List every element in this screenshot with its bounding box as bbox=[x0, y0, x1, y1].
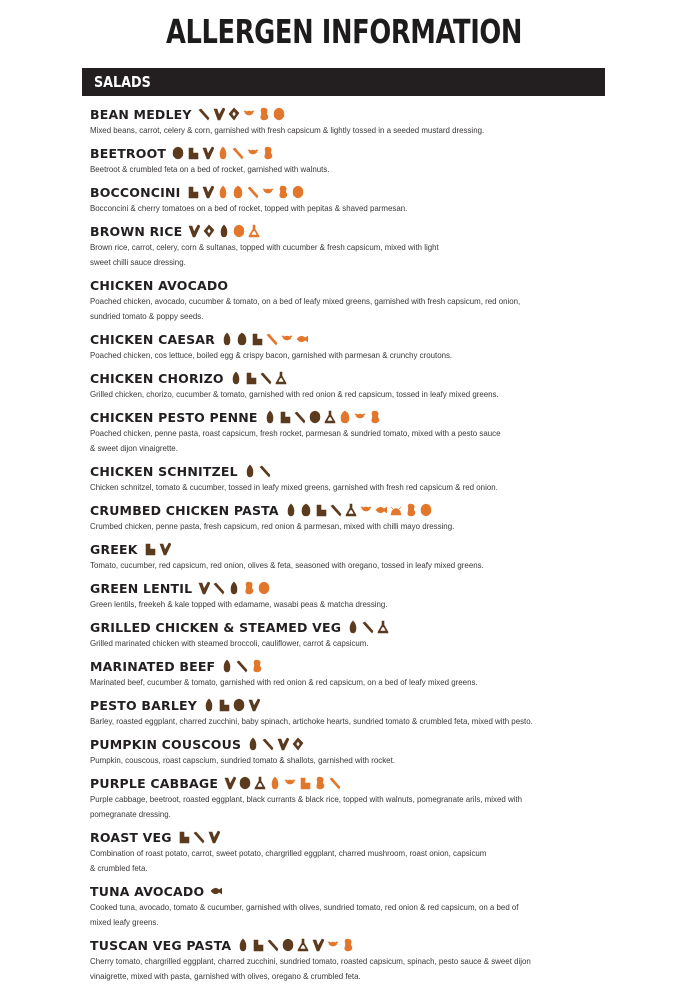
crustacean-icon bbox=[354, 410, 366, 424]
allergen-icons bbox=[172, 146, 274, 160]
nut-icon bbox=[258, 581, 270, 595]
menu-item-name: PESTO BARLEY bbox=[90, 697, 197, 713]
egg-icon bbox=[232, 185, 244, 199]
mustard-icon bbox=[377, 620, 389, 634]
allergen-icons bbox=[188, 224, 260, 238]
menu-item-description: Mixed beans, carrot, celery & corn, garnished with fresh capsicum & lightly tossed in a seeded mustard dressing. bbox=[90, 125, 485, 135]
menu-item bbox=[90, 144, 610, 177]
nut-icon bbox=[420, 503, 432, 517]
milk-icon bbox=[279, 410, 291, 424]
menu-item-description: Barley, roasted eggplant, charred zucchini, baby spinach, artichoke hearts, sundried tomato & crumbled feta, mixed with pesto. bbox=[90, 716, 533, 726]
milk-icon bbox=[252, 938, 264, 952]
menu-item-header bbox=[90, 735, 610, 753]
peanut-icon bbox=[251, 659, 263, 673]
wheat-icon bbox=[269, 776, 281, 790]
peanut-icon bbox=[262, 146, 274, 160]
menu-item-name: CHICKEN PESTO PENNE bbox=[90, 409, 258, 425]
menu-item-header bbox=[90, 774, 610, 792]
wheat-icon bbox=[217, 146, 229, 160]
celery-icon bbox=[294, 410, 306, 424]
menu-item-name: PURPLE CABBAGE bbox=[90, 775, 219, 791]
wheat-icon bbox=[221, 332, 233, 346]
menu-item-header bbox=[90, 936, 610, 954]
menu-item-description: Grilled marinated chicken with steamed broccoli, cauliflower, carrot & capsicum. bbox=[90, 638, 369, 648]
menu-item-header bbox=[90, 882, 610, 900]
wheat-icon bbox=[247, 737, 259, 751]
celery-icon bbox=[266, 332, 278, 346]
wheat-icon bbox=[244, 464, 256, 478]
fish-icon bbox=[210, 884, 222, 898]
menu-item-name: GREEK bbox=[90, 541, 138, 557]
page-title: ALLERGEN INFORMATION bbox=[165, 12, 523, 51]
menu-item-name: BEETROOT bbox=[90, 145, 167, 161]
egg-icon bbox=[236, 332, 248, 346]
wheat-icon bbox=[217, 185, 229, 199]
allergen-icons bbox=[178, 830, 220, 844]
celery-icon bbox=[193, 830, 205, 844]
menu-item-name: GRILLED CHICKEN & STEAMED VEG bbox=[90, 619, 342, 635]
celery-icon bbox=[262, 737, 274, 751]
menu-item-description: Cherry tomato, chargrilled eggplant, charred zucchini, sundried tomato, roasted capsicum, spinach, pesto sauce & sweet dijon vinaigrette, mixed with pasta, garnished with olives, oregano & crumbled feta. bbox=[90, 956, 531, 981]
menu-item bbox=[90, 330, 610, 363]
allergen-icons bbox=[247, 737, 304, 751]
leaf-icon bbox=[312, 938, 324, 952]
menu-item bbox=[90, 828, 610, 876]
crustacean-icon bbox=[284, 776, 296, 790]
wheat-icon bbox=[203, 698, 215, 712]
mustard-icon bbox=[275, 371, 287, 385]
menu-item-header bbox=[90, 618, 610, 636]
nut-icon bbox=[273, 107, 285, 121]
milk-icon bbox=[187, 146, 199, 160]
leaf-icon bbox=[277, 737, 289, 751]
menu-item bbox=[90, 408, 610, 456]
lupin-icon bbox=[203, 224, 215, 238]
celery-icon bbox=[330, 503, 342, 517]
allergen-icons bbox=[221, 332, 308, 346]
menu-item-description: Pumpkin, couscous, roast capscium, sundried tomato & shallots, garnished with rocket. bbox=[90, 755, 395, 765]
leaf-icon bbox=[202, 146, 214, 160]
allergen-icons bbox=[187, 185, 304, 199]
allergen-icons bbox=[144, 542, 171, 556]
crustacean-icon bbox=[360, 503, 372, 517]
allergen-icons bbox=[237, 938, 354, 952]
menu-item bbox=[90, 369, 610, 402]
peanut-icon bbox=[405, 503, 417, 517]
wheat-icon bbox=[285, 503, 297, 517]
section-header-salads bbox=[82, 68, 605, 96]
menu-item-description: Poached chicken, cos lettuce, boiled egg & crispy bacon, garnished with parmesan & crunchy croutons. bbox=[90, 350, 453, 360]
leaf-icon bbox=[159, 542, 171, 556]
menu-item bbox=[90, 657, 610, 690]
milk-icon bbox=[144, 542, 156, 556]
menu-item-name: GREEN LENTIL bbox=[90, 580, 193, 596]
allergen-icons bbox=[221, 659, 263, 673]
menu-item-name: CHICKEN CAESAR bbox=[90, 331, 215, 347]
milk-icon bbox=[299, 776, 311, 790]
menu-item-description: Combination of roast potato, carrot, sweet potato, chargrilled eggplant, charred mushroom, roast onion, capsicum & crumbled feta. bbox=[90, 848, 487, 873]
menu-item-header bbox=[90, 579, 610, 597]
wheat-icon bbox=[230, 371, 242, 385]
leaf-icon bbox=[213, 107, 225, 121]
lupin-icon bbox=[292, 737, 304, 751]
menu-item-header bbox=[90, 276, 610, 294]
peanut-icon bbox=[243, 581, 255, 595]
leaf-icon bbox=[224, 776, 236, 790]
allergen-icons bbox=[285, 503, 432, 517]
allergen-icons bbox=[264, 410, 381, 424]
menu-item bbox=[90, 735, 610, 768]
menu-item-header bbox=[90, 183, 610, 201]
wheat-icon bbox=[237, 938, 249, 952]
menu-item-header bbox=[90, 540, 610, 558]
celery-icon bbox=[260, 371, 272, 385]
leaf-icon bbox=[248, 698, 260, 712]
menu-item-name: MARINATED BEEF bbox=[90, 658, 216, 674]
celery-icon bbox=[362, 620, 374, 634]
menu-item-header bbox=[90, 408, 610, 426]
menu-item-description: Green lentils, freekeh & kale topped with edamame, wasabi peas & matcha dressing. bbox=[90, 599, 388, 609]
menu-item bbox=[90, 105, 610, 138]
milk-icon bbox=[178, 830, 190, 844]
fish-icon bbox=[375, 503, 387, 517]
menu-item-header bbox=[90, 105, 610, 123]
menu-item bbox=[90, 501, 610, 534]
section-title: SALADS bbox=[94, 73, 151, 91]
menu-item-name: BEAN MEDLEY bbox=[90, 106, 192, 122]
celery-icon bbox=[329, 776, 341, 790]
leaf-icon bbox=[202, 185, 214, 199]
wheat-icon bbox=[264, 410, 276, 424]
wheat-icon bbox=[218, 224, 230, 238]
menu-item bbox=[90, 774, 610, 822]
nut-icon bbox=[309, 410, 321, 424]
menu-item-list bbox=[90, 105, 610, 990]
menu-item-description: Poached chicken, penne pasta, roast capsicum, fresh rocket, parmesan & sundried tomato, mixed with a pesto sauce & sweet dijon vinaigrette. bbox=[90, 428, 501, 453]
crustacean-icon bbox=[243, 107, 255, 121]
menu-item-header bbox=[90, 330, 610, 348]
leaf-icon bbox=[208, 830, 220, 844]
menu-item-name: BOCCONCINI bbox=[90, 184, 181, 200]
crab-icon bbox=[390, 503, 402, 517]
menu-item bbox=[90, 462, 610, 495]
crustacean-icon bbox=[262, 185, 274, 199]
nut-icon bbox=[239, 776, 251, 790]
allergen-icons bbox=[347, 620, 389, 634]
menu-item-description: Chicken schnitzel, tomato & cucumber, tossed in leafy mixed greens, garnished with fresh red capsicum & red onion. bbox=[90, 482, 498, 492]
menu-item bbox=[90, 579, 610, 612]
celery-icon bbox=[232, 146, 244, 160]
peanut-icon bbox=[277, 185, 289, 199]
crustacean-icon bbox=[281, 332, 293, 346]
leaf-icon bbox=[198, 581, 210, 595]
milk-icon bbox=[245, 371, 257, 385]
menu-item bbox=[90, 618, 610, 651]
milk-icon bbox=[251, 332, 263, 346]
egg-icon bbox=[300, 503, 312, 517]
nut-icon bbox=[292, 185, 304, 199]
mustard-icon bbox=[248, 224, 260, 238]
menu-item-header bbox=[90, 828, 610, 846]
crustacean-icon bbox=[327, 938, 339, 952]
menu-item bbox=[90, 540, 610, 573]
leaf-icon bbox=[188, 224, 200, 238]
menu-item-header bbox=[90, 657, 610, 675]
menu-item-name: ROAST VEG bbox=[90, 829, 172, 845]
menu-item-name: CHICKEN CHORIZO bbox=[90, 370, 224, 386]
menu-item-name: TUNA AVOCADO bbox=[90, 883, 205, 899]
allergen-icons bbox=[203, 698, 260, 712]
menu-item-description: Cooked tuna, avocado, tomato & cucumber, garnished with olives, sundried tomato, red onion & red capsicum, on a bed of mixed leafy greens. bbox=[90, 902, 519, 927]
menu-item-header bbox=[90, 144, 610, 162]
menu-item-name: PUMPKIN COUSCOUS bbox=[90, 736, 242, 752]
menu-item bbox=[90, 183, 610, 216]
menu-item-description: Purple cabbage, beetroot, roasted eggplant, black currants & black rice, topped with walnuts, pomegranate arils, mixed with pomegranate dressing. bbox=[90, 794, 523, 819]
menu-item bbox=[90, 696, 610, 729]
nut-icon bbox=[282, 938, 294, 952]
wheat-icon bbox=[228, 581, 240, 595]
celery-icon bbox=[259, 464, 271, 478]
celery-icon bbox=[267, 938, 279, 952]
milk-icon bbox=[187, 185, 199, 199]
milk-icon bbox=[218, 698, 230, 712]
celery-icon bbox=[198, 107, 210, 121]
lupin-icon bbox=[228, 107, 240, 121]
peanut-icon bbox=[314, 776, 326, 790]
mustard-icon bbox=[254, 776, 266, 790]
menu-item-description: Beetroot & crumbled feta on a bed of rocket, garnished with walnuts. bbox=[90, 164, 330, 174]
nut-icon bbox=[233, 224, 245, 238]
menu-item-description: Crumbed chicken, penne pasta, fresh capsicum, red onion & parmesan, mixed with chilli mayo dressing. bbox=[90, 521, 455, 531]
menu-item-header bbox=[90, 369, 610, 387]
menu-item-description: Brown rice, carrot, celery, corn & sultanas, topped with cucumber & fresh capsicum, mixed with light sweet chilli sauce dressing. bbox=[90, 242, 439, 267]
fish-icon bbox=[296, 332, 308, 346]
wheat-icon bbox=[221, 659, 233, 673]
menu-item-name: BROWN RICE bbox=[90, 223, 183, 239]
menu-item-name: TUSCAN VEG PASTA bbox=[90, 937, 232, 953]
menu-item-name: CRUMBED CHICKEN PASTA bbox=[90, 502, 279, 518]
allergen-icons bbox=[230, 371, 287, 385]
menu-item-name: CHICKEN SCHNITZEL bbox=[90, 463, 238, 479]
crustacean-icon bbox=[247, 146, 259, 160]
menu-item-description: Bocconcini & cherry tomatoes on a bed of rocket, topped with pepitas & shaved parmesan. bbox=[90, 203, 408, 213]
allergen-icons bbox=[210, 884, 222, 898]
menu-item-description: Marinated beef, cucumber & tomato, garnished with red onion & red capsicum, on a bed of leafy mixed greens. bbox=[90, 677, 478, 687]
peanut-icon bbox=[258, 107, 270, 121]
menu-item-description: Poached chicken, avocado, cucumber & tomato, on a bed of leafy mixed greens, garnished with fresh capsicum, red onion, sundried tomato & poppy seeds. bbox=[90, 296, 521, 321]
allergen-icons bbox=[224, 776, 341, 790]
mustard-icon bbox=[345, 503, 357, 517]
milk-icon bbox=[315, 503, 327, 517]
peanut-icon bbox=[342, 938, 354, 952]
mustard-icon bbox=[297, 938, 309, 952]
celery-icon bbox=[247, 185, 259, 199]
allergen-icons bbox=[198, 107, 285, 121]
menu-item-name: CHICKEN AVOCADO bbox=[90, 277, 229, 293]
allergen-icons bbox=[244, 464, 271, 478]
menu-item bbox=[90, 222, 610, 270]
mustard-icon bbox=[324, 410, 336, 424]
celery-icon bbox=[236, 659, 248, 673]
celery-icon bbox=[213, 581, 225, 595]
nut-icon bbox=[233, 698, 245, 712]
menu-item-header bbox=[90, 462, 610, 480]
allergen-icons bbox=[198, 581, 270, 595]
menu-item bbox=[90, 882, 610, 930]
menu-item-header bbox=[90, 501, 610, 519]
menu-item-header bbox=[90, 696, 610, 714]
nut-icon bbox=[172, 146, 184, 160]
menu-item-description: Tomato, cucumber, red capsicum, red onion, olives & feta, seasoned with oregano, tossed in leafy mixed greens. bbox=[90, 560, 484, 570]
menu-item bbox=[90, 276, 610, 324]
menu-item-header bbox=[90, 222, 610, 240]
menu-item-description: Grilled chicken, chorizo, cucumber & tomato, garnished with red onion & red capsicum, tossed in leafy mixed greens. bbox=[90, 389, 499, 399]
peanut-icon bbox=[369, 410, 381, 424]
wheat-icon bbox=[347, 620, 359, 634]
egg-icon bbox=[339, 410, 351, 424]
